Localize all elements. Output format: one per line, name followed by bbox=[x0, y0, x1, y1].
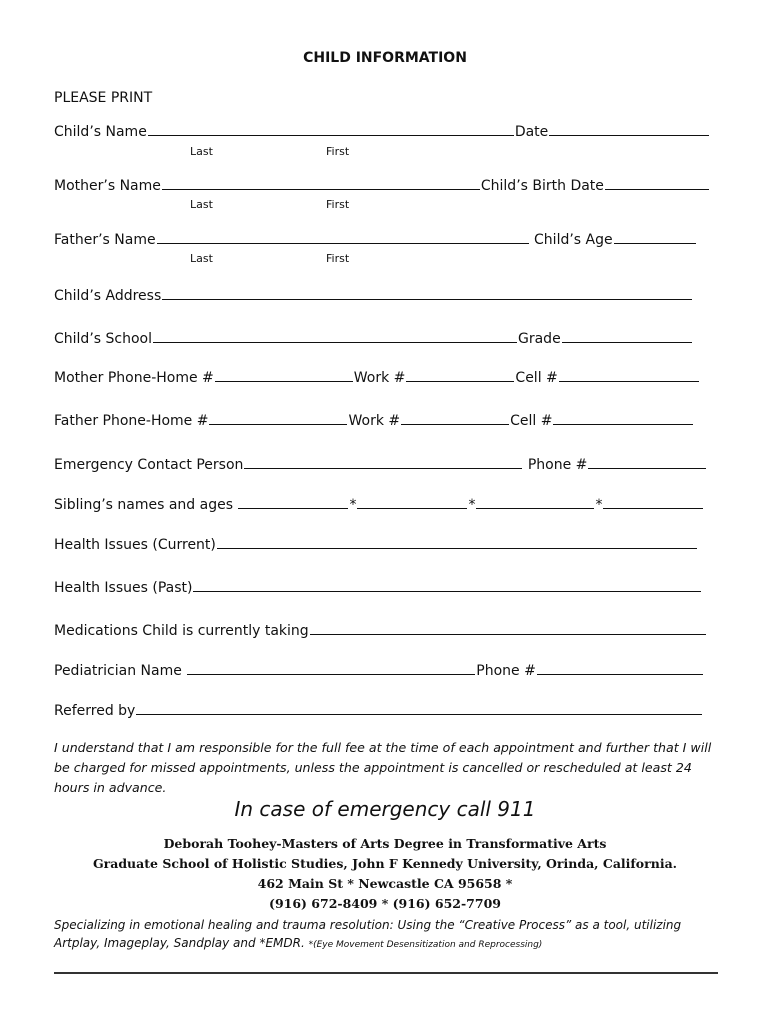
child-age-field[interactable] bbox=[614, 232, 696, 244]
mother-phone-home-field[interactable] bbox=[215, 370, 353, 382]
emergency-contact-field[interactable] bbox=[244, 457, 522, 469]
health-current-label: Health Issues (Current) bbox=[54, 537, 216, 553]
mother-name-label: Mother’s Name bbox=[54, 178, 161, 194]
medications-label: Medications Child is currently taking bbox=[54, 623, 309, 639]
sibling-field-4[interactable] bbox=[603, 497, 703, 509]
pediatrician-phone-label: Phone # bbox=[476, 663, 536, 679]
specialty-text: Specializing in emotional healing and trauma resolution: Using the “Creative Process” as a tool, utilizing Artplay, Imageplay, Sandplay and *EMDR. bbox=[54, 918, 682, 950]
mother-name-field[interactable] bbox=[162, 178, 480, 190]
emergency-phone-label: Phone # bbox=[527, 457, 588, 473]
father-phone-home-field[interactable] bbox=[209, 413, 347, 425]
father-cell-field[interactable] bbox=[553, 413, 693, 425]
referred-by-row bbox=[54, 703, 703, 719]
child-birth-date-label: Child’s Birth Date bbox=[480, 178, 604, 194]
child-age-label: Child’s Age bbox=[534, 232, 613, 248]
child-address-row bbox=[54, 288, 693, 304]
health-current-field[interactable] bbox=[217, 537, 697, 549]
emdr-note: *(Eye Movement Desensitization and Reprocessing) bbox=[308, 940, 543, 950]
mother-name-last-label: Last bbox=[190, 198, 213, 211]
siblings-label: Sibling’s names and ages bbox=[54, 497, 234, 513]
emergency-contact-label: Emergency Contact Person bbox=[54, 457, 244, 473]
mother-name-first-label: First bbox=[326, 198, 350, 211]
provider-address: 462 Main St * Newcastle CA 95658 * bbox=[257, 876, 513, 891]
provider-name: Deborah Toohey-Masters of Arts Degree in Transformative Arts bbox=[163, 836, 607, 851]
date-label: Date bbox=[514, 124, 549, 140]
child-name-label: Child’s Name bbox=[54, 124, 147, 140]
payment-disclaimer: I understand that I am responsible for the full fee at the time of each appointment and further that I will be charged for missed appointments, unless the appointment is cancelled or rescheduled at least 24 hours in advance. bbox=[54, 740, 712, 795]
child-birth-date-field[interactable] bbox=[605, 178, 709, 190]
health-current-row bbox=[54, 537, 698, 553]
medications-row bbox=[54, 623, 707, 639]
provider-phones: (916) 672-8409 * (916) 652-7709 bbox=[269, 896, 501, 911]
bottom-divider bbox=[54, 972, 718, 974]
siblings-row bbox=[54, 497, 704, 513]
referred-by-field[interactable] bbox=[136, 703, 702, 715]
emergency-notice: In case of emergency call 911 bbox=[234, 797, 536, 821]
sibling-field-2[interactable] bbox=[357, 497, 467, 509]
child-name-row bbox=[54, 124, 710, 140]
father-name-first-label: First bbox=[326, 252, 350, 265]
sibling-separator: * bbox=[468, 497, 476, 513]
sibling-separator: * bbox=[595, 497, 603, 513]
health-past-field[interactable] bbox=[193, 580, 701, 592]
sibling-field-3[interactable] bbox=[476, 497, 594, 509]
grade-label: Grade bbox=[518, 331, 561, 347]
father-phone-home-label: Father Phone-Home # bbox=[54, 413, 209, 429]
mother-cell-label: Cell # bbox=[515, 370, 558, 386]
sibling-field-1[interactable] bbox=[238, 497, 348, 509]
print-instruction: PLEASE PRINT bbox=[54, 90, 153, 106]
health-past-row bbox=[54, 580, 702, 596]
child-name-last-label: Last bbox=[190, 145, 213, 158]
pediatrician-phone-field[interactable] bbox=[537, 663, 703, 675]
father-name-last-label: Last bbox=[190, 252, 213, 265]
father-name-field[interactable] bbox=[157, 232, 529, 244]
child-school-field[interactable] bbox=[153, 331, 517, 343]
sibling-separator: * bbox=[349, 497, 357, 513]
specialty-statement bbox=[54, 916, 722, 954]
mother-work-label: Work # bbox=[353, 370, 406, 386]
mother-phone-row bbox=[54, 370, 700, 386]
child-address-field[interactable] bbox=[162, 288, 692, 300]
emergency-contact-row bbox=[54, 457, 707, 473]
child-name-first-label: First bbox=[326, 145, 350, 158]
child-address-label: Child’s Address bbox=[54, 288, 162, 304]
child-school-row bbox=[54, 331, 693, 347]
father-name-label: Father’s Name bbox=[54, 232, 156, 248]
pediatrician-label: Pediatrician Name bbox=[54, 663, 182, 679]
father-work-field[interactable] bbox=[401, 413, 509, 425]
referred-by-label: Referred by bbox=[54, 703, 136, 719]
child-name-field[interactable] bbox=[148, 124, 514, 136]
mother-cell-field[interactable] bbox=[559, 370, 699, 382]
child-school-label: Child’s School bbox=[54, 331, 152, 347]
form-title: CHILD INFORMATION bbox=[303, 50, 467, 66]
father-name-row bbox=[54, 232, 697, 248]
provider-school: Graduate School of Holistic Studies, John F Kennedy University, Orinda, California. bbox=[92, 856, 678, 871]
mother-phone-home-label: Mother Phone-Home # bbox=[54, 370, 214, 386]
mother-name-row bbox=[54, 178, 710, 194]
date-field[interactable] bbox=[549, 124, 709, 136]
father-cell-label: Cell # bbox=[510, 413, 553, 429]
medications-field[interactable] bbox=[310, 623, 706, 635]
father-phone-row bbox=[54, 413, 694, 429]
mother-work-field[interactable] bbox=[406, 370, 514, 382]
grade-field[interactable] bbox=[562, 331, 692, 343]
pediatrician-row bbox=[54, 663, 704, 679]
health-past-label: Health Issues (Past) bbox=[54, 580, 193, 596]
father-work-label: Work # bbox=[348, 413, 401, 429]
pediatrician-field[interactable] bbox=[187, 663, 475, 675]
emergency-phone-field[interactable] bbox=[588, 457, 706, 469]
